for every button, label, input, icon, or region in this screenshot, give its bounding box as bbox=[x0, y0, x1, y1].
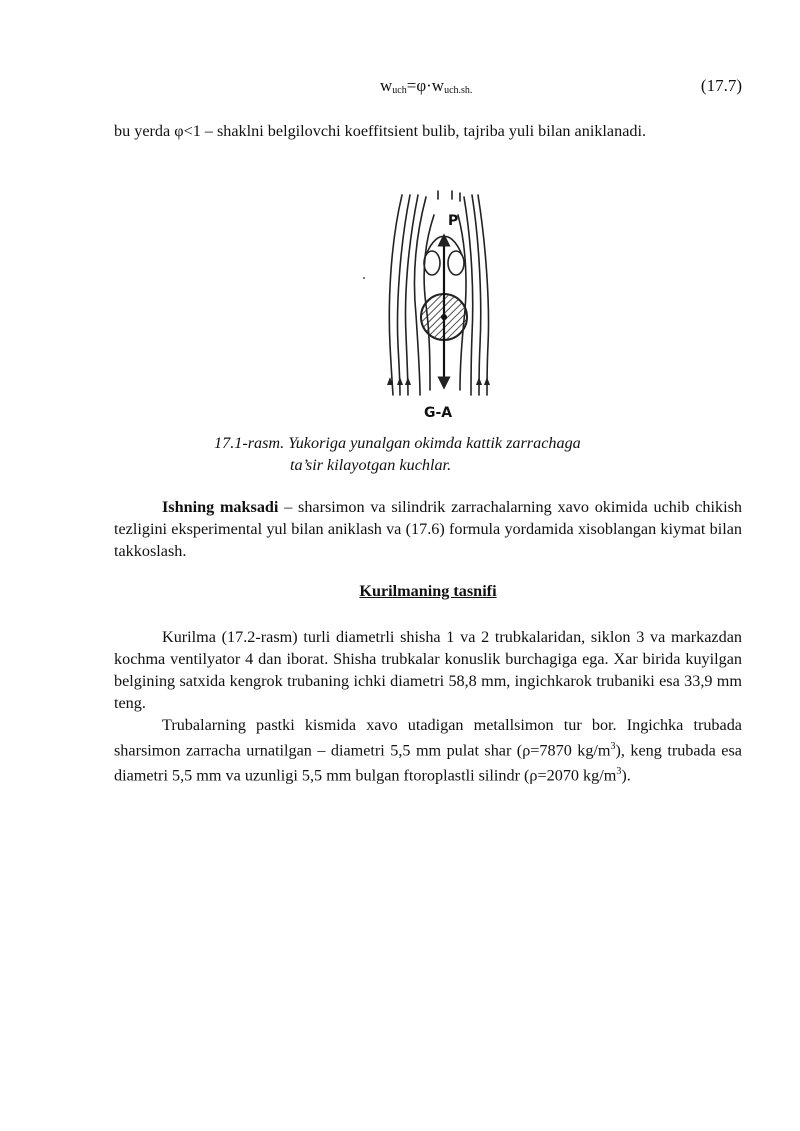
figure-caption-line-1: 17.1-rasm. Yukoriga yunalgan okimda kattik zarrachaga bbox=[214, 434, 581, 452]
text-line-phi: bu yerda φ<1 – shaklni belgilovchi koeffitsient bulib, tajriba yuli bilan aniklanadi. bbox=[114, 122, 647, 140]
formula-17-7 bbox=[380, 76, 472, 96]
streamline-left-2 bbox=[398, 195, 411, 395]
para-2-sup-1: 3 bbox=[610, 741, 616, 752]
figure-caption-line-2: ta’sir kilayotgan kuchlar. bbox=[290, 456, 452, 474]
figure-17-1 bbox=[360, 185, 560, 425]
para-2-part-1: Trubalarning pastki kismida xavo utadigan metallsimon tur bor. Ingichka trubada sharsimon zarracha urnatilgan – diametri 5,5 mm pulat shar (ρ=7870 kg/m bbox=[114, 716, 742, 760]
description-paragraph-2 bbox=[114, 714, 742, 787]
para-2-part-3: ). bbox=[621, 766, 631, 785]
particle-center bbox=[441, 314, 447, 320]
formula-w-sub: uch bbox=[392, 85, 407, 96]
streamline-left-1 bbox=[389, 195, 402, 395]
description-paragraph-1: Kurilma (17.2-rasm) turli diametrli shisha 1 va 2 trubkalaridan, siklon 3 va markazdan kochma ventilyator 4 dan iborat. Shisha trubkalar konuslik burchagiga ega. Xar birida kuyilgan belgining satxida kengrok trubaning ichki diametri 58,8 mm, ingichkarok trubaniki esa 33,9 mm teng. bbox=[114, 628, 742, 712]
streamline-left-3 bbox=[406, 195, 419, 395]
label-g-a: G-A bbox=[424, 405, 453, 421]
aim-text: – sharsimon va silindrik zarrachalarning xavo okimida uchib chikish tezligini eksperimental yul bilan aniklash va (17.6) formula yordamida xisoblangan kiymat bilan takkoslash. bbox=[114, 498, 742, 560]
aim-paragraph bbox=[114, 496, 742, 562]
formula-eq-phi: =φ·w bbox=[406, 76, 445, 95]
formula-row bbox=[114, 76, 742, 100]
streamlines bbox=[389, 191, 488, 395]
label-p: P bbox=[448, 213, 459, 229]
section-heading: Kurilmaning tasnifi bbox=[359, 582, 497, 600]
aim-label: Ishning maksadi bbox=[162, 498, 279, 516]
formula-w: w bbox=[380, 76, 393, 95]
formula-rhs-sub: uch.sh. bbox=[444, 85, 473, 96]
equation-number: (17.7) bbox=[700, 76, 742, 95]
scan-speck bbox=[363, 277, 365, 279]
para-2-part-2: ), keng trubada esa diametri 5,5 mm va uzunligi 5,5 mm bulgan ftoroplastli silindr (ρ=2070 kg/m bbox=[114, 741, 742, 785]
streamline-diagram bbox=[360, 185, 560, 425]
para-2-sup-2: 3 bbox=[616, 766, 622, 778]
flow-arrows bbox=[387, 377, 490, 385]
